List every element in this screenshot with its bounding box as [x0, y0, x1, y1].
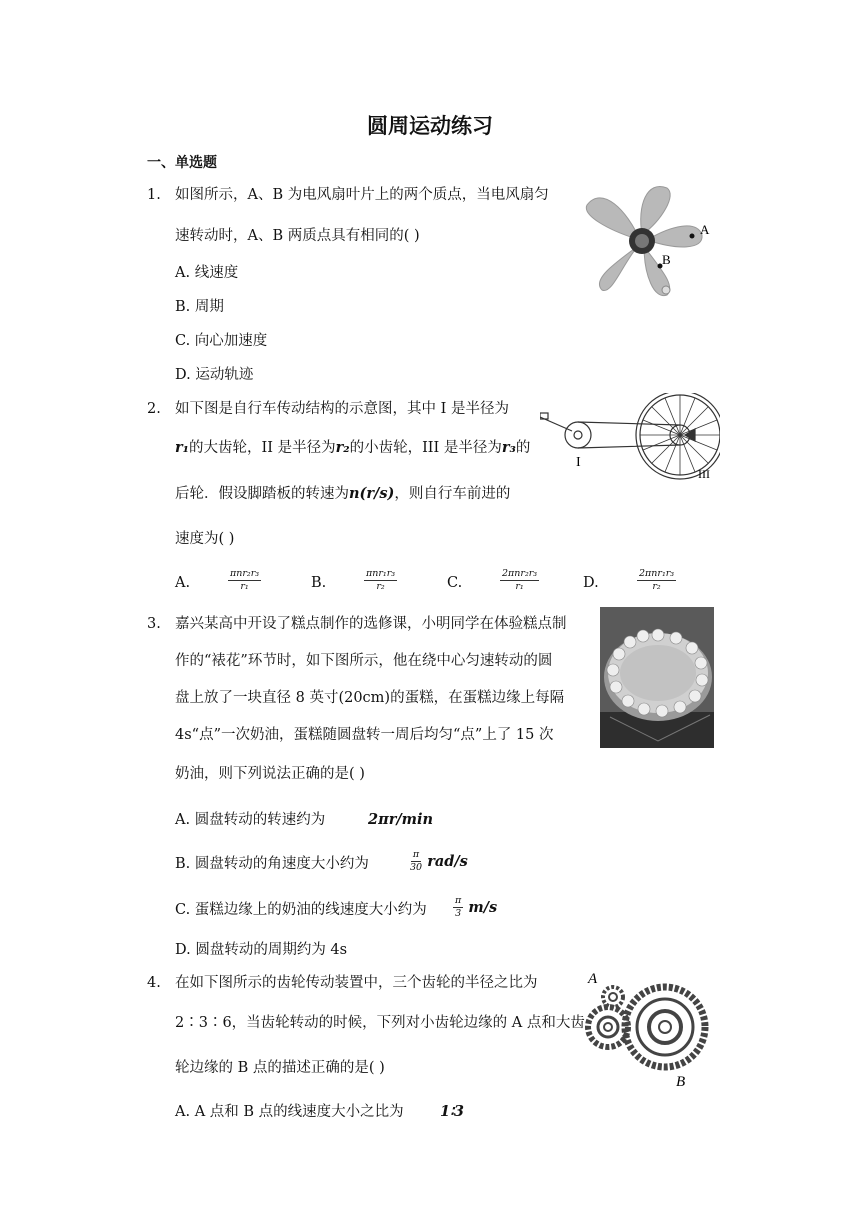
q1-line1: 如图所示，A、B 为电风扇叶片上的两个质点，当电风扇匀 [175, 187, 549, 203]
fig-label-iii: III [698, 467, 710, 481]
q2-option-b-fraction: $\frac{\text{πnr₁r₃}}{\text{r₂}}$ [366, 568, 396, 592]
q4-line2: 2∶3∶6，当齿轮转动的时候，下列对小齿轮边缘的 A 点和大齿 [175, 1015, 585, 1031]
q2-line3: 后轮．假设脚踏板的转速为n(r/s)，则自行车前进的 [175, 485, 511, 502]
gear-figure [580, 965, 720, 1093]
q3-option-a[interactable]: A. 圆盘转动的转速约为 [175, 812, 326, 828]
q3-line2: 作的“裱花”环节时，如下图所示，他在绕中心匀速转动的圆 [175, 653, 553, 669]
q3-option-c[interactable]: C. 蛋糕边缘上的奶油的线速度大小约为 [175, 902, 427, 918]
fig-label-b: B [676, 1074, 686, 1090]
q3-option-b-value: $\frac{\pi}{30}$ rad/s [410, 849, 468, 873]
q4-number: 4. [147, 975, 161, 991]
section-heading: 一、单选题 [147, 155, 217, 171]
fig-label-a: A [588, 971, 598, 987]
page-title: 圆周运动练习 [367, 113, 493, 138]
q1-option-d[interactable]: D. 运动轨迹 [175, 367, 254, 383]
q4-option-a-math: 1∶3 [440, 1103, 464, 1120]
q1-option-b[interactable]: B. 周期 [175, 299, 224, 315]
q2-option-d[interactable]: D. [583, 575, 599, 591]
q2-option-c[interactable]: C. [447, 575, 463, 591]
q3-number: 3. [147, 616, 161, 632]
q1-number: 1. [147, 187, 161, 203]
q2-line4: 速度为( ) [175, 531, 235, 547]
fig-label-b: B [662, 252, 671, 267]
q2-line2: r₁的大齿轮，II 是半径为r₂的小齿轮，III 是半径为r₃的 [175, 439, 531, 456]
q2-line1: 如下图是自行车传动结构的示意图，其中 I 是半径为 [175, 401, 509, 417]
q4-line1: 在如下图所示的齿轮传动装置中，三个齿轮的半径之比为 [175, 975, 538, 991]
q3-line3: 盘上放了一块直径 8 英寸(20cm)的蛋糕，在蛋糕边缘上每隔 [175, 690, 565, 706]
q1-option-a[interactable]: A. 线速度 [175, 265, 239, 281]
q3-line5: 奶油，则下列说法正确的是( ) [175, 766, 365, 782]
q3-option-a-math: 2πr/min [368, 811, 434, 828]
q4-option-a[interactable]: A. A 点和 B 点的线速度大小之比为 [175, 1104, 404, 1120]
point-a-dot [690, 234, 695, 239]
q3-line1: 嘉兴某高中开设了糕点制作的选修课，小明同学在体验糕点制 [175, 616, 567, 632]
q3-option-d[interactable]: D. 圆盘转动的周期约为 4s [175, 942, 348, 958]
q1-line2: 速转动时，A、B 两质点具有相同的( ) [175, 228, 420, 244]
q2-option-a-fraction: $\frac{\text{πnr₂r₃}}{\text{r₁}}$ [230, 568, 260, 592]
fig-label-a: A [700, 222, 710, 237]
q2-option-d-fraction: $\frac{\text{2πnr₁r₃}}{\text{r₂}}$ [639, 568, 675, 592]
bicycle-drive-figure [540, 393, 720, 488]
q3-option-c-value: $\frac{\pi}{3}$ m/s [455, 895, 498, 919]
cake-photo [600, 607, 714, 748]
q2-option-c-fraction: $\frac{\text{2πnr₂r₃}}{\text{r₁}}$ [502, 568, 538, 592]
fan-figure [582, 180, 722, 305]
q2-option-b[interactable]: B. [311, 575, 327, 591]
q2-option-a[interactable]: A. [175, 575, 191, 591]
q2-number: 2. [147, 401, 161, 417]
q1-option-c[interactable]: C. 向心加速度 [175, 333, 268, 349]
q3-option-b[interactable]: B. 圆盘转动的角速度大小约为 [175, 856, 369, 872]
q3-line4: 4s“点”一次奶油，蛋糕随圆盘转一周后均匀“点”上了 15 次 [175, 727, 554, 743]
fig-label-i: I [576, 455, 581, 470]
q4-line3: 轮边缘的 B 点的描述正确的是( ) [175, 1060, 385, 1076]
